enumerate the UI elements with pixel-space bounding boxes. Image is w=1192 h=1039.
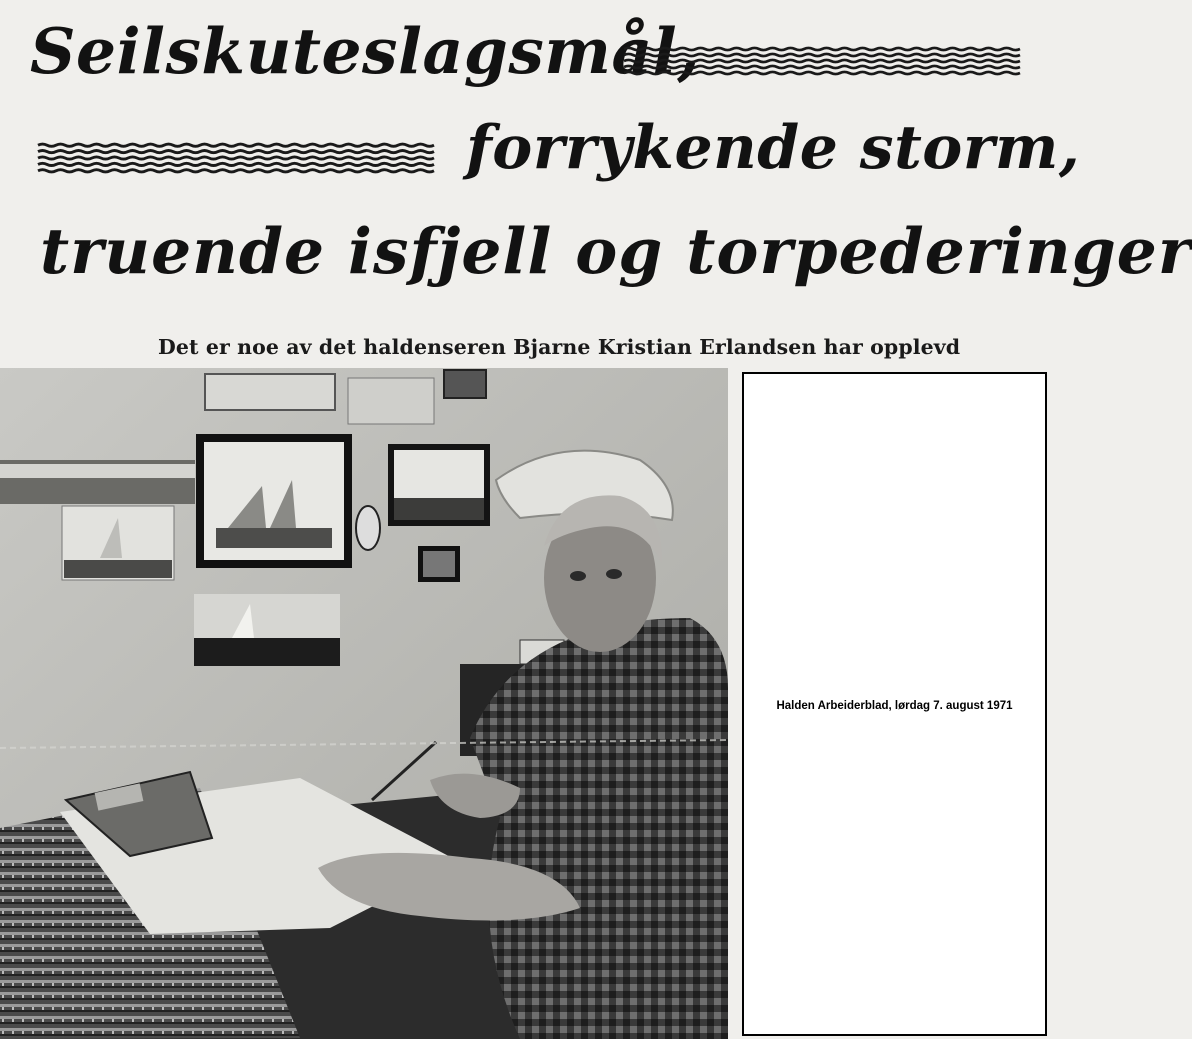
wave-line [624, 66, 1020, 68]
wall-picture [205, 374, 335, 410]
wave-line [624, 60, 1020, 62]
wave-line [624, 72, 1020, 74]
source-caption: Halden Arbeiderblad, lørdag 7. august 1971 [776, 700, 1013, 712]
wave-ornament-right [624, 46, 1016, 76]
wave-line [38, 163, 434, 165]
wave-line [38, 170, 434, 172]
wave-line [38, 151, 434, 153]
headline-line-3: truende isfjell og torpederinger [40, 214, 1192, 288]
barometer [356, 506, 380, 550]
newspaper-photo [0, 368, 728, 1039]
wave-line [624, 48, 1020, 50]
wall-picture [444, 370, 486, 398]
caption-box [742, 372, 1047, 1036]
headline-line-2: forrykende storm, [466, 113, 1081, 183]
headline-line-1: Seilskuteslagsmål, [30, 14, 700, 88]
wall-picture [348, 378, 434, 424]
man-checked-shirt [470, 618, 728, 1039]
subheadline: Det er noe av det haldenseren Bjarne Kristian Erlandsen har opplevd [158, 335, 961, 359]
wave-line [38, 157, 434, 159]
wave-line [38, 144, 434, 146]
wave-ornament-left [38, 142, 428, 174]
wave-line [624, 54, 1020, 56]
